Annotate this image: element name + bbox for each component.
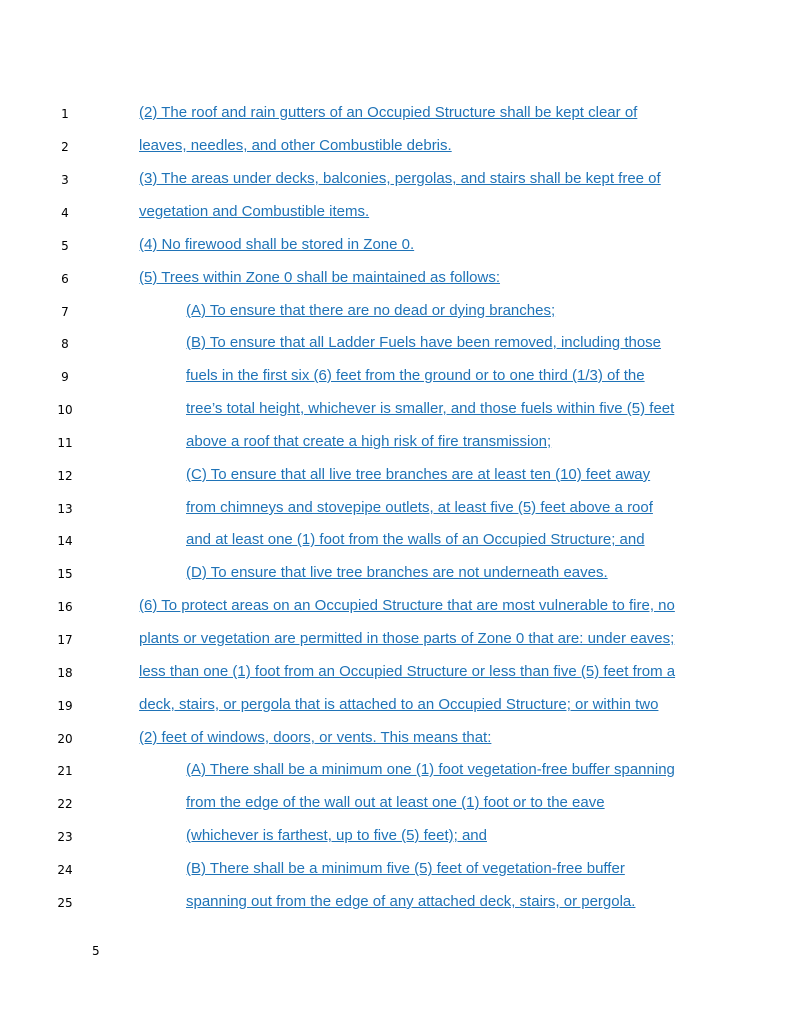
document-line <box>0 299 791 332</box>
line-text: tree’s total height, whichever is smaller, and those fuels within five (5) feet <box>186 400 675 417</box>
document-line <box>0 496 791 529</box>
line-number: 24 <box>57 863 73 877</box>
line-text: (A) To ensure that there are no dead or dying branches; <box>186 302 556 319</box>
line-text: fuels in the first six (6) feet from the ground or to one third (1/3) of the <box>186 367 645 384</box>
document-line <box>0 430 791 463</box>
line-text: (D) To ensure that live tree branches are not underneath eaves. <box>186 564 608 581</box>
document-line <box>0 331 791 364</box>
line-text: (5) Trees within Zone 0 shall be maintained as follows: <box>139 269 501 286</box>
line-number: 8 <box>61 337 69 351</box>
line-text: (2) feet of windows, doors, or vents. This means that: <box>139 729 492 746</box>
document-line <box>0 266 791 299</box>
line-text: from chimneys and stovepipe outlets, at least five (5) feet above a roof <box>186 499 653 516</box>
line-number: 12 <box>57 469 73 483</box>
document-line <box>0 594 791 627</box>
line-number: 2 <box>61 140 69 154</box>
document-line <box>0 101 791 134</box>
line-text: (2) The roof and rain gutters of an Occupied Structure shall be kept clear of <box>139 104 638 121</box>
document-line <box>0 200 791 233</box>
line-text: deck, stairs, or pergola that is attached to an Occupied Structure; or within two <box>139 696 659 713</box>
line-text: spanning out from the edge of any attached deck, stairs, or pergola. <box>186 893 636 910</box>
document-line <box>0 660 791 693</box>
line-text: (B) To ensure that all Ladder Fuels have been removed, including those <box>186 334 662 351</box>
line-text: (4) No firewood shall be stored in Zone 0. <box>139 236 415 253</box>
line-number: 1 <box>61 107 69 121</box>
document-line <box>0 758 791 791</box>
line-number: 22 <box>57 797 73 811</box>
page-number: 5 <box>92 944 100 958</box>
line-number: 9 <box>61 370 69 384</box>
document-line <box>0 528 791 561</box>
line-text: from the edge of the wall out at least one (1) foot or to the eave <box>186 794 605 811</box>
line-number: 11 <box>57 436 73 450</box>
line-text: less than one (1) foot from an Occupied Structure or less than five (5) feet from a <box>139 663 676 680</box>
document-line <box>0 233 791 266</box>
line-number: 18 <box>57 666 73 680</box>
line-text: (C) To ensure that all live tree branches are at least ten (10) feet away <box>186 466 651 483</box>
line-number: 3 <box>61 173 69 187</box>
line-number: 15 <box>57 567 73 581</box>
line-number: 20 <box>57 732 73 746</box>
line-text: and at least one (1) foot from the walls of an Occupied Structure; and <box>186 531 645 548</box>
document-line <box>0 397 791 430</box>
document-line <box>0 824 791 857</box>
document-line <box>0 791 791 824</box>
document-line <box>0 364 791 397</box>
line-number: 13 <box>57 502 73 516</box>
document-line <box>0 167 791 200</box>
line-text: (3) The areas under decks, balconies, pergolas, and stairs shall be kept free of <box>139 170 661 187</box>
line-number: 5 <box>61 239 69 253</box>
document-line <box>0 857 791 890</box>
line-number: 23 <box>57 830 73 844</box>
line-number: 19 <box>57 699 73 713</box>
line-text: (6) To protect areas on an Occupied Structure that are most vulnerable to fire, no <box>139 597 675 614</box>
document-line <box>0 726 791 759</box>
line-text: (whichever is farthest, up to five (5) feet); and <box>186 827 487 844</box>
line-number: 17 <box>57 633 73 647</box>
line-text: (A) There shall be a minimum one (1) foot vegetation-free buffer spanning <box>186 761 675 778</box>
line-text: plants or vegetation are permitted in those parts of Zone 0 that are: under eaves; <box>139 630 675 647</box>
line-number: 21 <box>57 764 73 778</box>
line-text: leaves, needles, and other Combustible debris. <box>139 137 452 154</box>
line-number: 6 <box>61 272 69 286</box>
line-text: (B) There shall be a minimum five (5) feet of vegetation-free buffer <box>186 860 625 877</box>
document-line <box>0 134 791 167</box>
document-line <box>0 561 791 594</box>
line-number: 10 <box>57 403 73 417</box>
line-text: vegetation and Combustible items. <box>139 203 370 220</box>
line-number: 7 <box>61 305 69 319</box>
document-line <box>0 890 791 923</box>
line-text: above a roof that create a high risk of fire transmission; <box>186 433 552 450</box>
document-line <box>0 463 791 496</box>
line-number: 25 <box>57 896 73 910</box>
line-number: 4 <box>61 206 69 220</box>
document-line <box>0 693 791 726</box>
line-number: 14 <box>57 534 73 548</box>
document-line <box>0 627 791 660</box>
line-number: 16 <box>57 600 73 614</box>
